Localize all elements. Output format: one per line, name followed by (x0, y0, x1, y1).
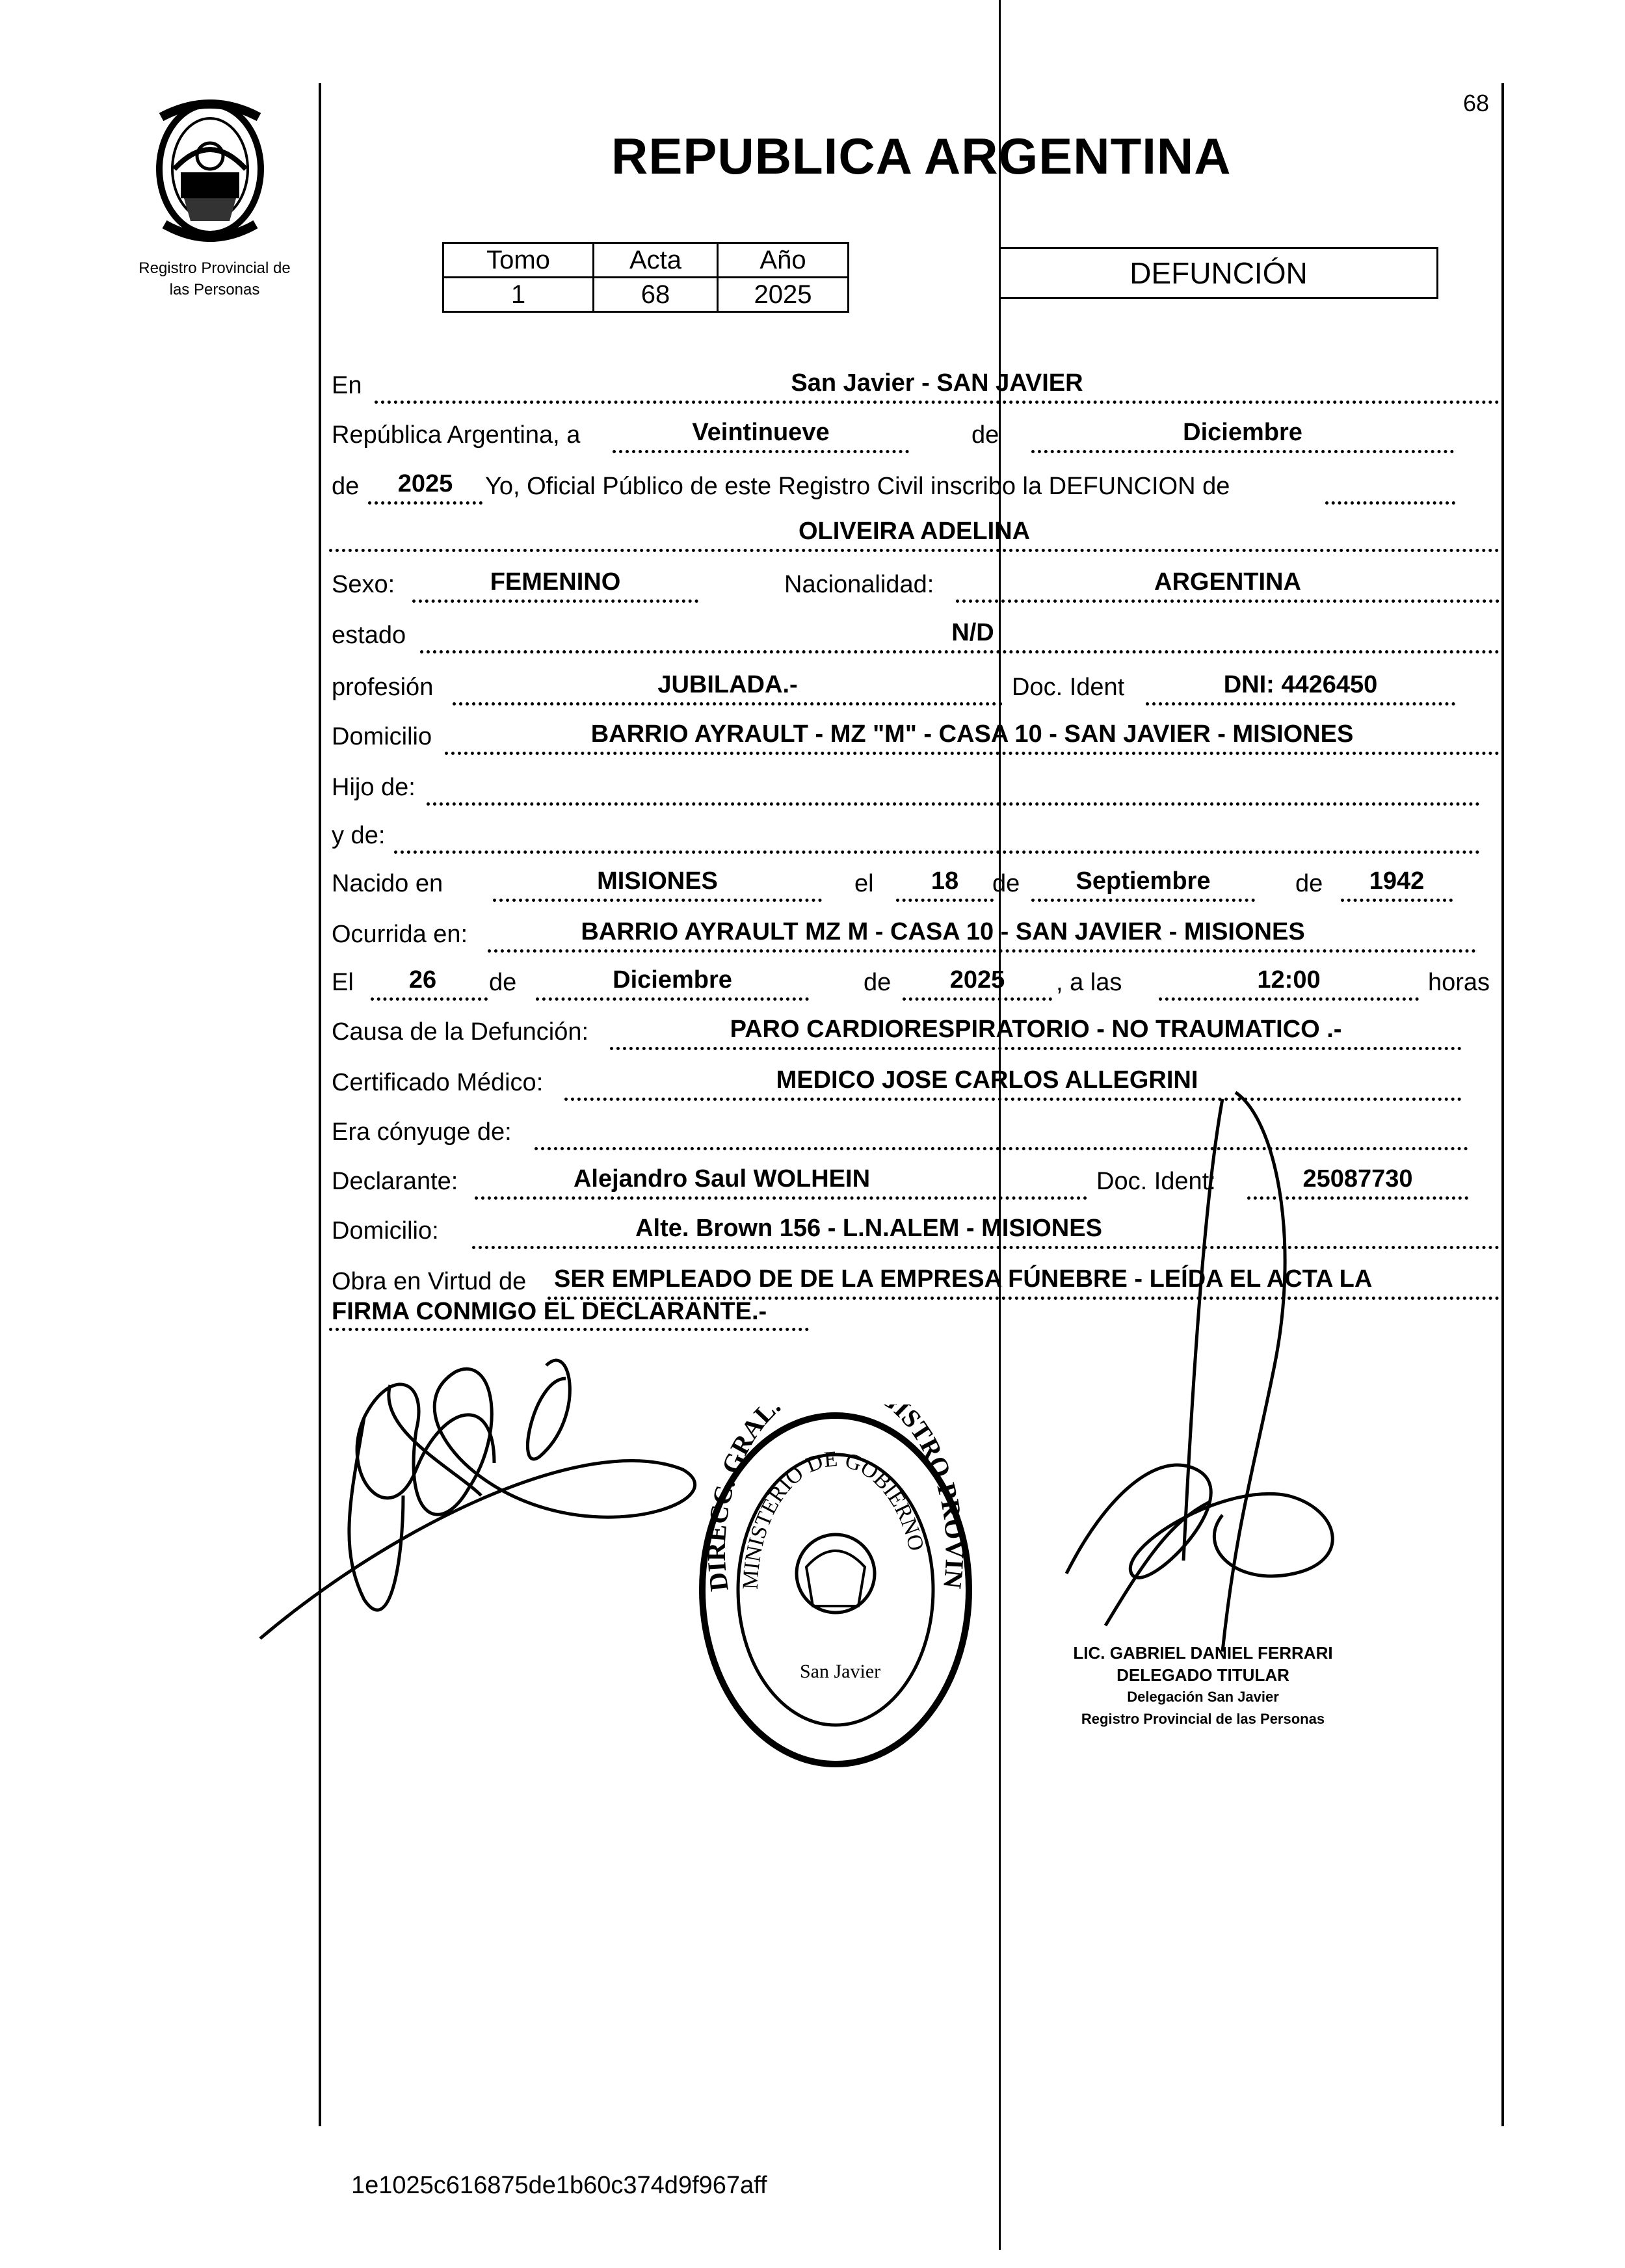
def-de2-label: de (864, 969, 892, 996)
dia-value: Veintinueve (692, 419, 830, 446)
sexo-label: Sexo: (332, 571, 395, 598)
obra-value-2: FIRMA CONMIGO EL DECLARANTE.- (332, 1298, 767, 1325)
obra-value-1: SER EMPLEADO DE DE LA EMPRESA FÚNEBRE - LEÍDA EL ACTA LA (554, 1265, 1373, 1293)
official-signature (1066, 1092, 1332, 1652)
estado-value: N/D (951, 619, 994, 646)
alas-label: , a las (1056, 969, 1122, 996)
domicilio-value: BARRIO AYRAULT - MZ "M" - CASA 10 - SAN JAVIER - MISIONES (590, 720, 1354, 748)
nacido-value: MISIONES (597, 867, 718, 895)
deceased-name: OLIVEIRA ADELINA (798, 518, 1031, 545)
nac-de-label: de (992, 870, 1020, 897)
declarant-signature (260, 1360, 695, 1639)
record-header-tomo: Tomo (443, 243, 594, 278)
document-hash: 1e1025c616875de1b60c374d9f967aff (351, 2172, 767, 2199)
conyuge-label: Era cónyuge de: (332, 1118, 512, 1146)
profesion-label: profesión (332, 674, 434, 701)
estado-label: estado (332, 622, 406, 649)
def-mes-value: Diciembre (613, 966, 732, 994)
domicilio-label: Domicilio (332, 723, 432, 750)
declarante-value: Alejandro Saul WOLHEIN (573, 1165, 871, 1193)
official-role: DELEGADO TITULAR (1116, 1665, 1289, 1685)
document-type-box: DEFUNCIÓN (999, 247, 1438, 299)
record-value-acta: 68 (594, 278, 718, 312)
decl-doc-value: 25087730 (1302, 1165, 1413, 1193)
ocurrida-label: Ocurrida en: (332, 921, 468, 948)
causa-value: PARO CARDIORESPIRATORIO - NO TRAUMATICO .- (730, 1016, 1342, 1043)
nacionalidad-value: ARGENTINA (1154, 568, 1301, 596)
official-signature-block (1047, 1642, 1359, 1730)
doc-label: Doc. Ident (1012, 674, 1125, 701)
causa-label: Causa de la Defunción: (332, 1018, 589, 1046)
official-office: Delegación San Javier (1127, 1689, 1279, 1705)
decl-dom-value: Alte. Brown 156 - L.N.ALEM - MISIONES (635, 1215, 1102, 1242)
record-value-tomo: 1 (443, 278, 594, 312)
stamp-location: San Javier (800, 1661, 881, 1682)
mes-value: Diciembre (1183, 419, 1302, 446)
def-anio-value: 2025 (949, 966, 1005, 994)
certificado-label: Certificado Médico: (332, 1069, 544, 1096)
en-label: En (332, 372, 362, 399)
anio-label: de (332, 473, 360, 500)
oficial-text: Yo, Oficial Público de este Registro Civil inscribo la DEFUNCION de (485, 473, 1230, 500)
nac-anio-value: 1942 (1369, 867, 1425, 895)
nacido-label: Nacido en (332, 870, 443, 897)
yde-label: y de: (332, 822, 386, 849)
ocurrida-value: BARRIO AYRAULT MZ M - CASA 10 - SAN JAVIER - MISIONES (581, 918, 1305, 945)
obra-label: Obra en Virtud de (332, 1268, 527, 1295)
def-de-label: de (489, 969, 517, 996)
el-defuncion-label: El (332, 969, 354, 996)
hijo-label: Hijo de: (332, 774, 416, 801)
profesion-value: JUBILADA.- (657, 671, 798, 698)
decl-doc-label: Doc. Ident: (1096, 1168, 1216, 1195)
nac-de2-label: de (1295, 870, 1323, 897)
decl-dom-label: Domicilio: (332, 1217, 439, 1245)
certificado-value: MEDICO JOSE CARLOS ALLEGRINI (776, 1066, 1198, 1094)
de-label: de (971, 421, 999, 449)
sexo-value: FEMENINO (490, 568, 621, 596)
el-label: el (854, 870, 874, 897)
declarante-label: Declarante: (332, 1168, 458, 1195)
nac-mes-value: Septiembre (1076, 867, 1211, 895)
page-number: 68 (1463, 90, 1490, 116)
record-header-acta: Acta (594, 243, 718, 278)
registry-label-line-2: las Personas (169, 281, 260, 298)
page-title: REPUBLICA ARGENTINA (611, 127, 1232, 185)
nac-dia-value: 18 (931, 867, 959, 895)
official-registry: Registro Provincial de las Personas (1081, 1711, 1325, 1727)
republica-label: República Argentina, a (332, 421, 581, 449)
stamp-inner-text: MINISTERIO DE GOBIERNO (738, 1447, 929, 1590)
stamp-outer-text: DIRECC. GRAL ISTRO PROVIN (701, 1404, 970, 1593)
doc-value: DNI: 4426450 (1223, 671, 1378, 698)
horas-label: horas (1428, 969, 1490, 996)
official-name: LIC. GABRIEL DANIEL FERRARI (1073, 1643, 1333, 1663)
nacionalidad-label: Nacionalidad: (784, 571, 934, 598)
record-value-anio: 2025 (718, 278, 849, 312)
record-header-anio: Año (718, 243, 849, 278)
en-value: San Javier - SAN JAVIER (791, 369, 1083, 397)
anio-value: 2025 (397, 470, 453, 497)
def-dia-value: 26 (408, 966, 437, 994)
def-hora-value: 12:00 (1257, 966, 1321, 994)
registry-label-line-1: Registro Provincial de (139, 259, 291, 277)
